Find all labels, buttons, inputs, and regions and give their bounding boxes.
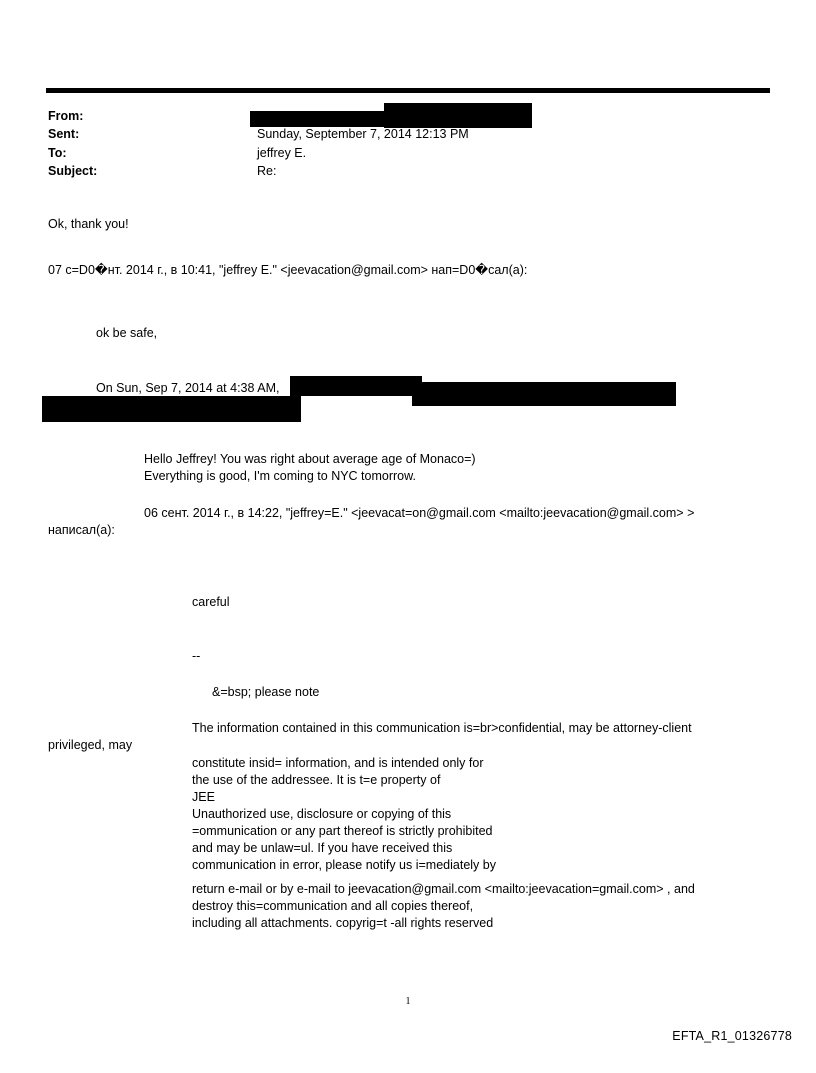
sent-label: Sent: (48, 127, 80, 141)
disclaimer-line-9: communication in error, please notify us i=mediately by (192, 858, 496, 872)
disclaimer-line-8: and may be unlaw=ul. If you have received this (192, 841, 453, 855)
from-redaction-1 (250, 111, 385, 127)
disclaimer-line-3: constitute insid= information, and is intended only for (192, 756, 484, 770)
disclaimer-line-6: Unauthorized use, disclosure or copying of this (192, 807, 452, 821)
sender-redaction-3 (42, 396, 301, 422)
from-redaction-2 (384, 103, 532, 128)
disclaimer-line-1: The information contained in this communication is=br>confidential, may be attorney-client (192, 721, 692, 735)
disclaimer-line-10: return e-mail or by e-mail to jeevacation@gmail.com <mailto:jeevacation=gmail.com> , and (192, 882, 695, 896)
sender-redaction-1 (290, 376, 422, 396)
ok-be-safe-text: ok be safe, (96, 326, 158, 340)
from-label: From: (48, 109, 84, 123)
sent-value: Sunday, September 7, 2014 12:13 PM (257, 127, 469, 141)
quote-header-2-cont: написал(а): (48, 523, 115, 537)
reply-text: Ok, thank you! (48, 217, 129, 231)
signature-dashes: -- (192, 649, 201, 663)
disclaimer-line-7: =ommunication or any part thereof is strictly prohibited (192, 824, 493, 838)
on-sun-text: On Sun, Sep 7, 2014 at 4:38 AM, (96, 381, 280, 395)
disclaimer-line-4: the use of the addressee. It is t=e property of (192, 773, 441, 787)
page-number: 1 (405, 996, 411, 1007)
disclaimer-line-12: including all attachments. copyrig=t -all rights reserved (192, 916, 494, 930)
subject-value: Re: (257, 164, 277, 178)
quote-header-2: 06 сент. 2014 г., в 14:22, "jeffrey=E." <jeevacat=on@gmail.com <mailto:jeevacation@gmail.com> > (144, 506, 695, 520)
sender-redaction-2 (412, 382, 676, 406)
header-rule (46, 88, 770, 93)
subject-label: Subject: (48, 164, 98, 178)
quote-header-1: 07 c=D0�нт. 2014 г., в 10:41, "jeffrey E." <jeevacation@gmail.com> нап=D0�сал(а): (48, 263, 528, 277)
disclaimer-line-2: privileged, may (48, 738, 133, 752)
bates-number: EFTA_R1_01326778 (672, 1029, 792, 1043)
hello-line-2: Everything is good, I'm coming to NYC tomorrow. (144, 469, 416, 483)
to-value: jeffrey E. (257, 146, 307, 160)
to-label: To: (48, 146, 67, 160)
please-note-text: &=bsp; please note (212, 685, 320, 699)
careful-text: careful (192, 595, 230, 609)
hello-line-1: Hello Jeffrey! You was right about average age of Monaco=) (144, 452, 476, 466)
disclaimer-line-5: JEE (192, 790, 215, 804)
disclaimer-line-11: destroy this=communication and all copies thereof, (192, 899, 474, 913)
